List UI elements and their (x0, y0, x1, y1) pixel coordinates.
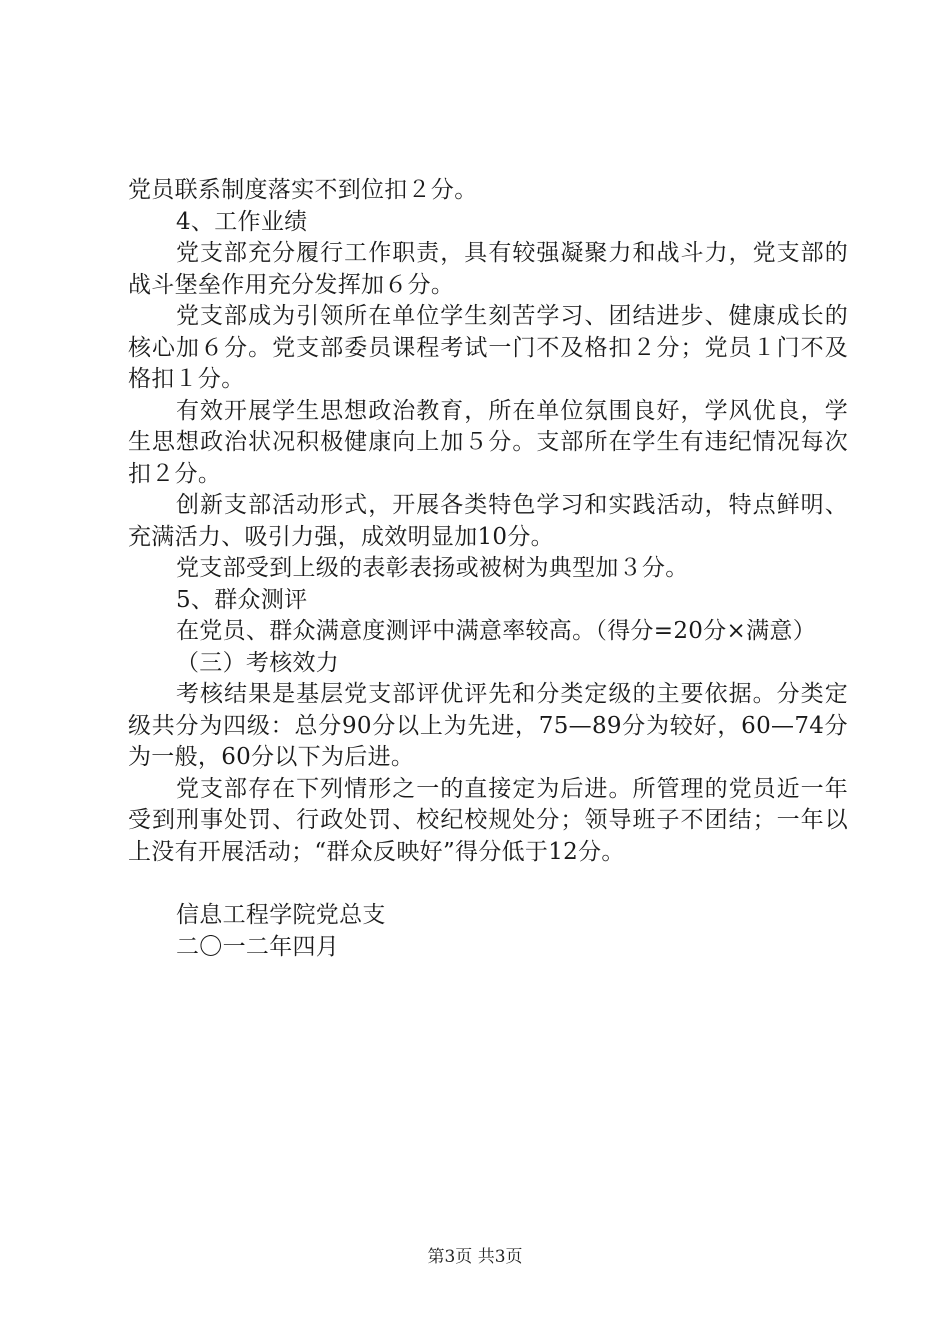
signature-date: 二〇一二年四月 (176, 933, 340, 960)
paragraph-grading-levels: 考核结果是基层党支部评优评先和分类定级的主要依据。分类定级共分为四级：总分90分以上为先进，75—89分为较好，60—74分为一般，60分以下为后进。 (128, 681, 848, 770)
document-body (128, 175, 848, 963)
signature-block (128, 900, 848, 963)
paragraph-contact-system: 党员联系制度落实不到位扣２分。 (128, 177, 478, 203)
signature-org: 信息工程学院党总支 (176, 902, 386, 928)
heading-work-performance: 4、工作业绩 (176, 208, 308, 235)
heading-mass-evaluation: 5、群众测评 (176, 586, 308, 613)
heading-assessment-effect: （三）考核效力 (176, 649, 340, 676)
paragraph-commendation: 党支部受到上级的表彰表扬或被树为典型加３分。 (176, 555, 689, 581)
paragraph-core-leadership: 党支部成为引领所在单位学生刻苦学习、团结进步、健康成长的核心加６分。党支部委员课程考试一门不及格扣２分；党员１门不及格扣１分。 (128, 303, 848, 392)
page-footer: 第3页 共3页 (427, 1247, 523, 1267)
paragraph-satisfaction: 在党员、群众满意度测评中满意率较高。（得分=20分×满意） (176, 618, 817, 644)
paragraph-innovative-activities: 创新支部活动形式，开展各类特色学习和实践活动，特点鲜明、充满活力、吸引力强，成效明显加10分。 (128, 492, 848, 550)
paragraph-duties: 党支部充分履行工作职责，具有较强凝聚力和战斗力，党支部的战斗堡垒作用充分发挥加６分。 (128, 240, 848, 298)
paragraph-backward-conditions: 党支部存在下列情形之一的直接定为后进。所管理的党员近一年受到刑事处罚、行政处罚、校纪校规处分；领导班子不团结；一年以上没有开展活动；“群众反映好”得分低于12分。 (128, 775, 848, 865)
paragraph-ideological-education: 有效开展学生思想政治教育，所在单位氛围良好，学风优良，学生思想政治状况积极健康向上加５分。支部所在学生有违纪情况每次扣２分。 (128, 397, 848, 487)
